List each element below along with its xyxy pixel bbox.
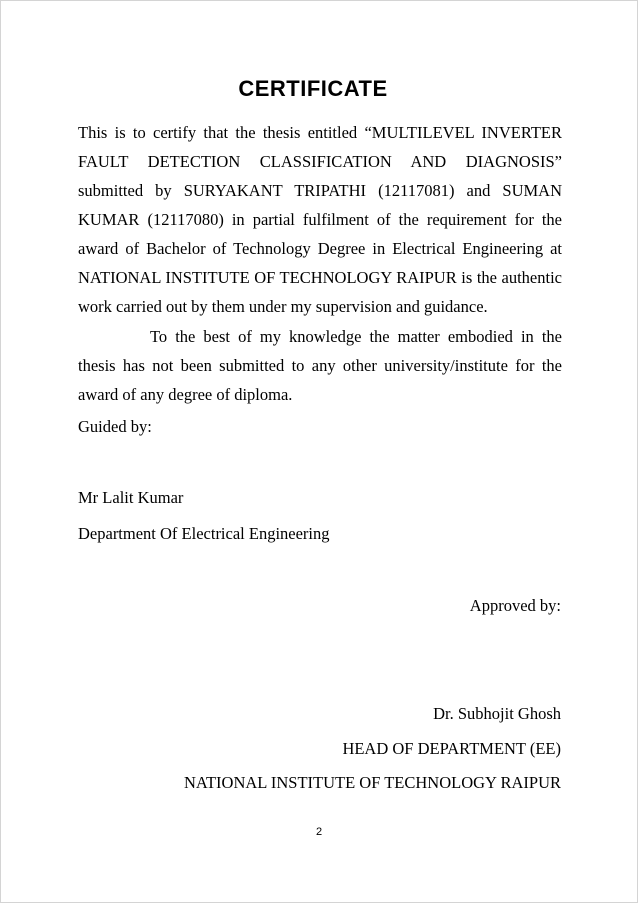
hod-title: HEAD OF DEPARTMENT (EE) — [342, 739, 561, 758]
institute-name: NATIONAL INSTITUTE OF TECHNOLOGY RAIPUR — [183, 773, 561, 792]
guided-by-label: Guided by: — [78, 417, 152, 436]
page-number: 2 — [315, 826, 323, 838]
guide-department: Department Of Electrical Engineering — [78, 524, 330, 543]
certificate-paragraph-1: This is to certify that the thesis entitled “MULTILEVEL INVERTER FAULT DETECTION CLASSIFICATION AND DIAGNOSIS” submitted by SURYAKANT TRIPATHI (12117081) and SUMAN KUMAR (12117080) in partial fulfilment of the requirement for the award of Bachelor of Technology Degree in Electrical Engineering at NATIONAL INSTITUTE OF TECHNOLOGY RAIPUR is the authentic work carried out by them under my supervision and guidance. — [78, 123, 562, 316]
guide-name: Mr Lalit Kumar — [78, 488, 184, 507]
certificate-title: CERTIFICATE — [238, 76, 388, 101]
approved-by-label: Approved by: — [469, 596, 561, 615]
hod-name: Dr. Subhojit Ghosh — [433, 704, 561, 723]
certificate-paragraph-2: To the best of my knowledge the matter embodied in the thesis has not been submitted to any other university/institute for the award of any degree of diploma. — [78, 327, 562, 404]
